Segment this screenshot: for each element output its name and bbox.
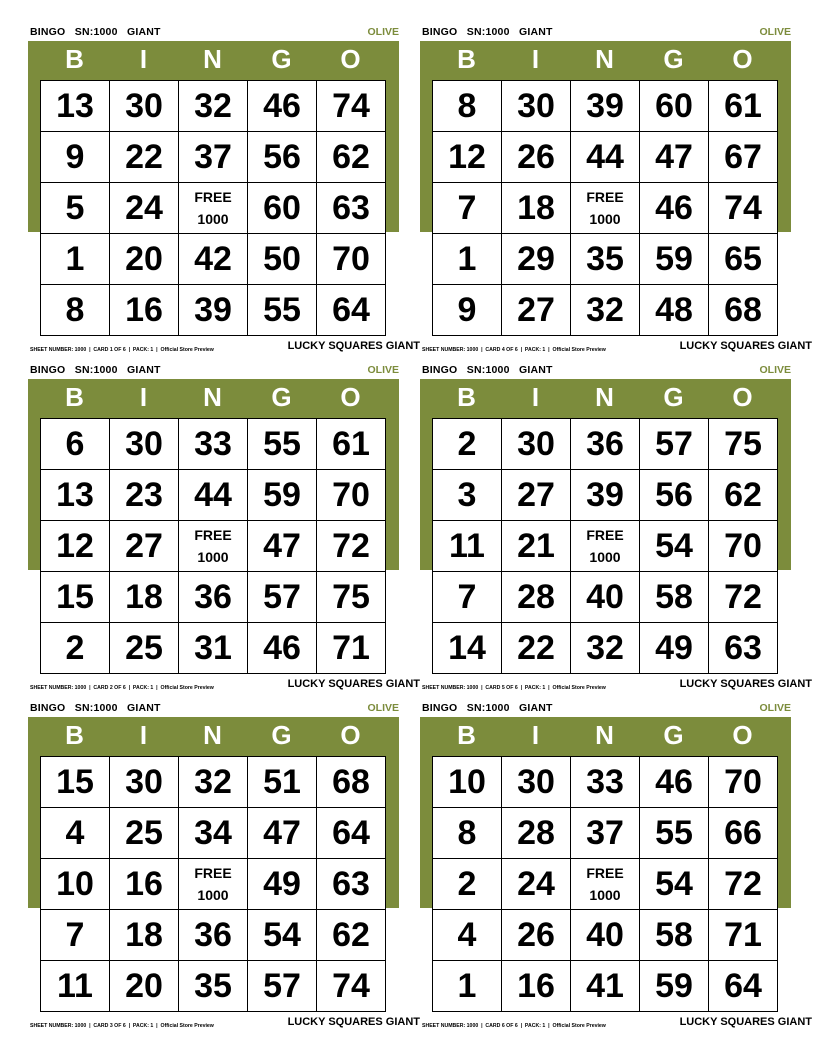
number-cell: 62 <box>317 132 386 183</box>
number-cell: 15 <box>41 572 110 623</box>
bingo-letters <box>40 43 385 77</box>
number-cell: 71 <box>317 623 386 674</box>
free-space <box>179 859 248 910</box>
number-grid <box>40 80 386 336</box>
number-cell: 57 <box>248 961 317 1012</box>
color-label: OLIVE <box>367 702 399 714</box>
grid-row <box>41 859 386 910</box>
color-label: OLIVE <box>367 364 399 376</box>
number-cell: 36 <box>179 910 248 961</box>
number-cell: 39 <box>571 470 640 521</box>
letter-n: N <box>203 382 222 412</box>
brand-name: LUCKY SQUARES GIANT <box>679 340 812 352</box>
number-cell: 1 <box>433 234 502 285</box>
number-cell: 22 <box>502 623 571 674</box>
card-2 <box>28 338 420 691</box>
free-serial: 1000 <box>589 887 621 903</box>
number-cell: 55 <box>640 808 709 859</box>
number-cell: 74 <box>317 961 386 1012</box>
card-4 <box>420 0 812 353</box>
grid-row <box>41 183 386 234</box>
number-cell: 24 <box>110 183 179 234</box>
brand-name: LUCKY SQUARES GIANT <box>679 1016 812 1028</box>
letter-i: I <box>139 382 148 412</box>
number-cell: 74 <box>709 183 778 234</box>
letter-i: I <box>531 720 540 750</box>
number-cell: 64 <box>317 285 386 336</box>
number-cell: 21 <box>502 521 571 572</box>
number-cell: 36 <box>571 419 640 470</box>
number-cell: 37 <box>571 808 640 859</box>
number-cell: 65 <box>709 234 778 285</box>
grid-row <box>41 470 386 521</box>
grid-row <box>433 81 778 132</box>
sheet-info: SHEET NUMBER: 1000 | CARD 2 OF 6 | PACK: 1 | Official Store Preview <box>30 685 214 691</box>
free-label: FREE <box>194 865 232 881</box>
number-cell: 59 <box>640 961 709 1012</box>
number-cell: 42 <box>179 234 248 285</box>
number-cell: 32 <box>571 285 640 336</box>
grid-row <box>433 419 778 470</box>
free-label: FREE <box>586 189 624 205</box>
number-cell: 63 <box>317 183 386 234</box>
letter-i: I <box>139 44 148 74</box>
number-cell: 20 <box>110 961 179 1012</box>
sheet-info: SHEET NUMBER: 1000 | CARD 5 OF 6 | PACK: 1 | Official Store Preview <box>422 685 606 691</box>
number-grid <box>40 756 386 1012</box>
letter-b: B <box>65 720 84 750</box>
letter-n: N <box>595 382 614 412</box>
grid-row <box>433 572 778 623</box>
number-cell: 12 <box>433 132 502 183</box>
free-label: FREE <box>586 527 624 543</box>
letter-b: B <box>457 720 476 750</box>
sheet-info: SHEET NUMBER: 1000 | CARD 4 OF 6 | PACK: 1 | Official Store Preview <box>422 347 606 353</box>
grid-row <box>433 183 778 234</box>
number-cell: 7 <box>433 572 502 623</box>
number-cell: 39 <box>179 285 248 336</box>
number-cell: 47 <box>640 132 709 183</box>
number-cell: 23 <box>110 470 179 521</box>
grid-row <box>41 234 386 285</box>
number-cell: 64 <box>709 961 778 1012</box>
letter-n: N <box>595 720 614 750</box>
number-cell: 30 <box>110 419 179 470</box>
letter-g: G <box>271 720 292 750</box>
grid-row <box>41 961 386 1012</box>
card-title: BINGO SN:1000 GIANT <box>422 26 553 38</box>
number-cell: 44 <box>571 132 640 183</box>
number-cell: 2 <box>433 419 502 470</box>
number-cell: 35 <box>179 961 248 1012</box>
number-cell: 59 <box>248 470 317 521</box>
grid-row <box>433 623 778 674</box>
number-cell: 50 <box>248 234 317 285</box>
number-cell: 12 <box>41 521 110 572</box>
number-cell: 70 <box>317 234 386 285</box>
grid-row <box>433 234 778 285</box>
number-cell: 71 <box>709 910 778 961</box>
number-cell: 63 <box>317 859 386 910</box>
grid-row <box>41 81 386 132</box>
grid-row <box>433 132 778 183</box>
number-cell: 29 <box>502 234 571 285</box>
number-cell: 57 <box>640 419 709 470</box>
number-cell: 7 <box>41 910 110 961</box>
number-cell: 8 <box>41 285 110 336</box>
grid-row <box>41 572 386 623</box>
number-cell: 56 <box>248 132 317 183</box>
letter-o: O <box>732 382 753 412</box>
number-cell: 32 <box>179 81 248 132</box>
grid-row <box>433 757 778 808</box>
number-cell: 30 <box>502 757 571 808</box>
bingo-letters <box>432 381 777 415</box>
card-title: BINGO SN:1000 GIANT <box>30 26 161 38</box>
free-label: FREE <box>194 189 232 205</box>
letter-o: O <box>340 44 361 74</box>
number-cell: 16 <box>110 859 179 910</box>
number-cell: 30 <box>502 81 571 132</box>
grid-row <box>41 419 386 470</box>
card-title: BINGO SN:1000 GIANT <box>422 702 553 714</box>
number-cell: 26 <box>502 132 571 183</box>
grid-row <box>433 521 778 572</box>
number-cell: 72 <box>709 572 778 623</box>
number-cell: 31 <box>179 623 248 674</box>
number-cell: 51 <box>248 757 317 808</box>
number-cell: 18 <box>110 910 179 961</box>
letter-n: N <box>203 44 222 74</box>
number-cell: 1 <box>41 234 110 285</box>
number-cell: 5 <box>41 183 110 234</box>
number-cell: 61 <box>317 419 386 470</box>
card-1 <box>28 0 420 353</box>
number-cell: 10 <box>41 859 110 910</box>
letter-i: I <box>139 720 148 750</box>
number-cell: 40 <box>571 910 640 961</box>
brand-name: LUCKY SQUARES GIANT <box>287 340 420 352</box>
free-serial: 1000 <box>197 211 229 227</box>
number-cell: 30 <box>110 81 179 132</box>
number-cell: 55 <box>248 285 317 336</box>
number-cell: 22 <box>110 132 179 183</box>
free-space <box>571 521 640 572</box>
number-cell: 9 <box>433 285 502 336</box>
letter-o: O <box>732 720 753 750</box>
number-grid <box>432 756 778 1012</box>
number-cell: 4 <box>41 808 110 859</box>
grid-row <box>433 470 778 521</box>
number-cell: 39 <box>571 81 640 132</box>
number-cell: 32 <box>179 757 248 808</box>
number-cell: 1 <box>433 961 502 1012</box>
number-cell: 46 <box>640 183 709 234</box>
number-cell: 4 <box>433 910 502 961</box>
free-space <box>179 521 248 572</box>
grid-row <box>41 910 386 961</box>
sheet-info: SHEET NUMBER: 1000 | CARD 3 OF 6 | PACK: 1 | Official Store Preview <box>30 1023 214 1029</box>
number-cell: 63 <box>709 623 778 674</box>
number-cell: 60 <box>248 183 317 234</box>
card-6 <box>420 676 812 1029</box>
letter-n: N <box>595 44 614 74</box>
number-cell: 35 <box>571 234 640 285</box>
number-cell: 3 <box>433 470 502 521</box>
bingo-letters <box>40 381 385 415</box>
sheet-info: SHEET NUMBER: 1000 | CARD 6 OF 6 | PACK: 1 | Official Store Preview <box>422 1023 606 1029</box>
number-grid <box>40 418 386 674</box>
number-cell: 18 <box>502 183 571 234</box>
grid-row <box>41 757 386 808</box>
free-label: FREE <box>194 527 232 543</box>
number-cell: 30 <box>502 419 571 470</box>
number-cell: 6 <box>41 419 110 470</box>
letter-o: O <box>340 382 361 412</box>
free-space <box>179 183 248 234</box>
number-cell: 70 <box>317 470 386 521</box>
number-cell: 58 <box>640 572 709 623</box>
number-cell: 68 <box>317 757 386 808</box>
color-label: OLIVE <box>759 26 791 38</box>
card-title: BINGO SN:1000 GIANT <box>422 364 553 376</box>
number-cell: 16 <box>110 285 179 336</box>
number-cell: 48 <box>640 285 709 336</box>
card-title: BINGO SN:1000 GIANT <box>30 702 161 714</box>
letter-b: B <box>65 382 84 412</box>
number-cell: 70 <box>709 757 778 808</box>
number-cell: 8 <box>433 81 502 132</box>
number-cell: 75 <box>709 419 778 470</box>
number-cell: 47 <box>248 808 317 859</box>
color-label: OLIVE <box>759 702 791 714</box>
number-cell: 54 <box>640 521 709 572</box>
number-cell: 62 <box>317 910 386 961</box>
letter-g: G <box>663 720 684 750</box>
bingo-letters <box>432 719 777 753</box>
bingo-letters <box>40 719 385 753</box>
number-cell: 27 <box>110 521 179 572</box>
number-cell: 2 <box>41 623 110 674</box>
number-cell: 16 <box>502 961 571 1012</box>
number-cell: 72 <box>317 521 386 572</box>
number-cell: 11 <box>41 961 110 1012</box>
grid-row <box>433 961 778 1012</box>
number-cell: 70 <box>709 521 778 572</box>
number-cell: 28 <box>502 808 571 859</box>
number-cell: 75 <box>317 572 386 623</box>
number-cell: 9 <box>41 132 110 183</box>
letter-g: G <box>663 44 684 74</box>
number-grid <box>432 80 778 336</box>
number-cell: 57 <box>248 572 317 623</box>
card-title: BINGO SN:1000 GIANT <box>30 364 161 376</box>
number-cell: 58 <box>640 910 709 961</box>
number-cell: 11 <box>433 521 502 572</box>
letter-i: I <box>531 382 540 412</box>
letter-g: G <box>271 382 292 412</box>
number-cell: 46 <box>248 81 317 132</box>
letter-g: G <box>663 382 684 412</box>
card-5 <box>420 338 812 691</box>
free-space <box>571 859 640 910</box>
number-cell: 47 <box>248 521 317 572</box>
number-cell: 18 <box>110 572 179 623</box>
number-cell: 72 <box>709 859 778 910</box>
sheet-info: SHEET NUMBER: 1000 | CARD 1 OF 6 | PACK: 1 | Official Store Preview <box>30 347 214 353</box>
number-cell: 64 <box>317 808 386 859</box>
grid-row <box>41 623 386 674</box>
grid-row <box>433 910 778 961</box>
letter-o: O <box>732 44 753 74</box>
brand-name: LUCKY SQUARES GIANT <box>287 678 420 690</box>
bingo-letters <box>432 43 777 77</box>
brand-name: LUCKY SQUARES GIANT <box>287 1016 420 1028</box>
free-label: FREE <box>586 865 624 881</box>
number-cell: 33 <box>179 419 248 470</box>
number-cell: 54 <box>640 859 709 910</box>
free-space <box>571 183 640 234</box>
number-cell: 74 <box>317 81 386 132</box>
number-cell: 46 <box>248 623 317 674</box>
number-cell: 60 <box>640 81 709 132</box>
number-cell: 40 <box>571 572 640 623</box>
letter-b: B <box>65 44 84 74</box>
number-cell: 41 <box>571 961 640 1012</box>
number-cell: 15 <box>41 757 110 808</box>
number-cell: 46 <box>640 757 709 808</box>
number-cell: 24 <box>502 859 571 910</box>
grid-row <box>41 521 386 572</box>
number-cell: 36 <box>179 572 248 623</box>
letter-g: G <box>271 44 292 74</box>
number-cell: 26 <box>502 910 571 961</box>
letter-o: O <box>340 720 361 750</box>
number-cell: 68 <box>709 285 778 336</box>
number-cell: 13 <box>41 470 110 521</box>
number-cell: 27 <box>502 285 571 336</box>
letter-i: I <box>531 44 540 74</box>
number-cell: 54 <box>248 910 317 961</box>
color-label: OLIVE <box>759 364 791 376</box>
card-3 <box>28 676 420 1029</box>
number-cell: 49 <box>640 623 709 674</box>
number-cell: 25 <box>110 808 179 859</box>
grid-row <box>433 859 778 910</box>
free-serial: 1000 <box>589 549 621 565</box>
free-serial: 1000 <box>197 549 229 565</box>
number-cell: 13 <box>41 81 110 132</box>
number-cell: 49 <box>248 859 317 910</box>
number-cell: 10 <box>433 757 502 808</box>
number-cell: 66 <box>709 808 778 859</box>
number-cell: 30 <box>110 757 179 808</box>
color-label: OLIVE <box>367 26 399 38</box>
number-cell: 28 <box>502 572 571 623</box>
free-serial: 1000 <box>589 211 621 227</box>
number-cell: 33 <box>571 757 640 808</box>
number-cell: 14 <box>433 623 502 674</box>
number-cell: 32 <box>571 623 640 674</box>
number-cell: 37 <box>179 132 248 183</box>
number-cell: 44 <box>179 470 248 521</box>
number-cell: 8 <box>433 808 502 859</box>
letter-n: N <box>203 720 222 750</box>
number-cell: 27 <box>502 470 571 521</box>
grid-row <box>41 285 386 336</box>
letter-b: B <box>457 382 476 412</box>
number-cell: 55 <box>248 419 317 470</box>
number-cell: 59 <box>640 234 709 285</box>
grid-row <box>433 285 778 336</box>
brand-name: LUCKY SQUARES GIANT <box>679 678 812 690</box>
number-cell: 62 <box>709 470 778 521</box>
number-cell: 61 <box>709 81 778 132</box>
number-cell: 20 <box>110 234 179 285</box>
grid-row <box>41 132 386 183</box>
number-cell: 25 <box>110 623 179 674</box>
free-serial: 1000 <box>197 887 229 903</box>
grid-row <box>433 808 778 859</box>
letter-b: B <box>457 44 476 74</box>
number-cell: 67 <box>709 132 778 183</box>
number-cell: 34 <box>179 808 248 859</box>
number-cell: 2 <box>433 859 502 910</box>
number-grid <box>432 418 778 674</box>
grid-row <box>41 808 386 859</box>
number-cell: 56 <box>640 470 709 521</box>
number-cell: 7 <box>433 183 502 234</box>
